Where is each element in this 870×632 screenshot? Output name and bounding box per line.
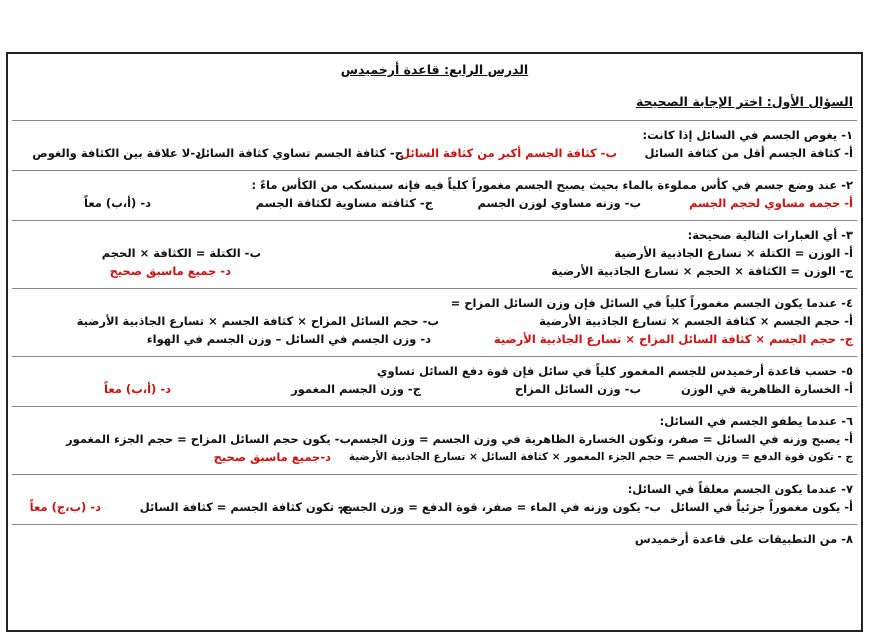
divider	[12, 406, 857, 407]
q4-option-d: د- وزن الجسم في السائل – وزن الجسم في الهواء	[146, 332, 431, 346]
question-3-stem: ٣- أي العبارات التالية صحيحة:	[687, 228, 853, 242]
question-7-stem: ٧- عندما يكون الجسم معلقاً في السائل:	[627, 482, 853, 496]
question-6-stem: ٦- عندما يطفو الجسم في السائل:	[659, 414, 853, 428]
divider	[12, 288, 857, 289]
q6-option-c: ج - تكون قوة الدفع = وزن الجسم = حجم الجزء المغمور × كثافة السائل × تسارع الجاذبية الأرضية	[348, 451, 853, 463]
q2-option-c: ج- كثافته مساوية لكثافة الجسم	[255, 196, 433, 210]
divider	[12, 356, 857, 357]
question-5-stem: ٥- حسب قاعدة أرخميدس للجسم المغمور كلياً في سائل فإن قوة دفع السائل تساوي	[376, 364, 853, 378]
q7-option-d: د- (ب،ج) معاً	[29, 500, 101, 514]
q3-option-a: أ- الوزن = الكتلة × تسارع الجاذبية الأرضية	[614, 246, 853, 260]
q5-option-a: أ- الخسارة الظاهرية في الوزن	[681, 382, 853, 396]
q2-option-d: د- (أ،ب) معاً	[84, 196, 151, 210]
section-heading: السؤال الأول: اختر الإجابة الصحيحة	[635, 94, 853, 109]
divider	[12, 524, 857, 525]
q5-option-b: ب- وزن السائل المزاح	[514, 382, 641, 396]
q4-option-b: ب- حجم السائل المزاح × كثافة الجسم × تسارع الجاذبية الأرضية	[76, 314, 439, 328]
q3-option-d: د- جميع ماسبق صحيح	[109, 264, 231, 278]
q7-option-b: ب- يكون وزنه في الماء = صفر، قوة الدفع = وزن الجسم	[339, 500, 661, 514]
q6-option-b: ب- يكون حجم السائل المزاح = حجم الجزء المغمور	[65, 432, 351, 446]
q7-option-c: ج- تكون كثافة الجسم = كثافة السائل	[139, 500, 351, 514]
divider	[12, 120, 857, 121]
q2-option-a: أ- حجمه مساوي لحجم الجسم	[689, 196, 853, 210]
question-2-stem: ٢- عند وضع جسم في كأس مملوءة بالماء بحيث يصبح الجسم مغموراً كلياً فيه فإنه سينسكب من الكأس ماءً :	[251, 178, 853, 192]
q5-option-c: ج- وزن الجسم المغمور	[291, 382, 421, 396]
divider	[12, 170, 857, 171]
q5-option-d: د- (أ،ب) معاً	[104, 382, 171, 396]
worksheet-frame	[6, 52, 863, 632]
lesson-title: الدرس الرابع: قاعدة أرخميدس	[340, 62, 529, 77]
divider	[12, 220, 857, 221]
q2-option-b: ب- وزنه مساوي لوزن الجسم	[477, 196, 641, 210]
question-1-stem: ١- يغوص الجسم في السائل إذا كانت:	[642, 128, 853, 142]
q4-option-a: أ- حجم الجسم × كثافة الجسم × تسارع الجاذبية الأرضية	[539, 314, 853, 328]
divider	[12, 474, 857, 475]
q1-option-c: ج- كثافة الجسم تساوي كثافة السائل	[195, 146, 403, 160]
question-8-stem: ٨- من التطبيقات على قاعدة أرخميدس	[634, 532, 853, 546]
question-4-stem: ٤- عندما يكون الجسم مغموراً كلياً في السائل فإن وزن السائل المزاح =	[450, 296, 853, 310]
q6-option-d: د-جميع ماسبق صحيح	[213, 450, 331, 464]
q3-option-c: ج- الوزن = الكثافة × الحجم × تسارع الجاذبية الأرضية	[551, 264, 853, 278]
q4-option-c: ج- حجم الجسم × كثافة السائل المزاح × تسارع الجاذبية الأرضية	[493, 332, 853, 346]
q1-option-d: د-لا علاقة بين الكثافة والغوص	[32, 146, 201, 160]
q3-option-b: ب- الكتلة = الكثافة × الحجم	[101, 246, 261, 260]
q6-option-a: أ- يصبح وزنه في السائل = صفر، وتكون الخسارة الظاهرية في وزن الجسم = وزن الجسم	[350, 432, 853, 446]
q1-option-a: أ- كثافة الجسم أقل من كثافة السائل	[644, 146, 853, 160]
q7-option-a: أ- يكون مغموراً جزئياً في السائل	[670, 500, 853, 514]
q1-option-b: ب- كثافة الجسم أكبر من كثافة السائل	[400, 146, 617, 160]
